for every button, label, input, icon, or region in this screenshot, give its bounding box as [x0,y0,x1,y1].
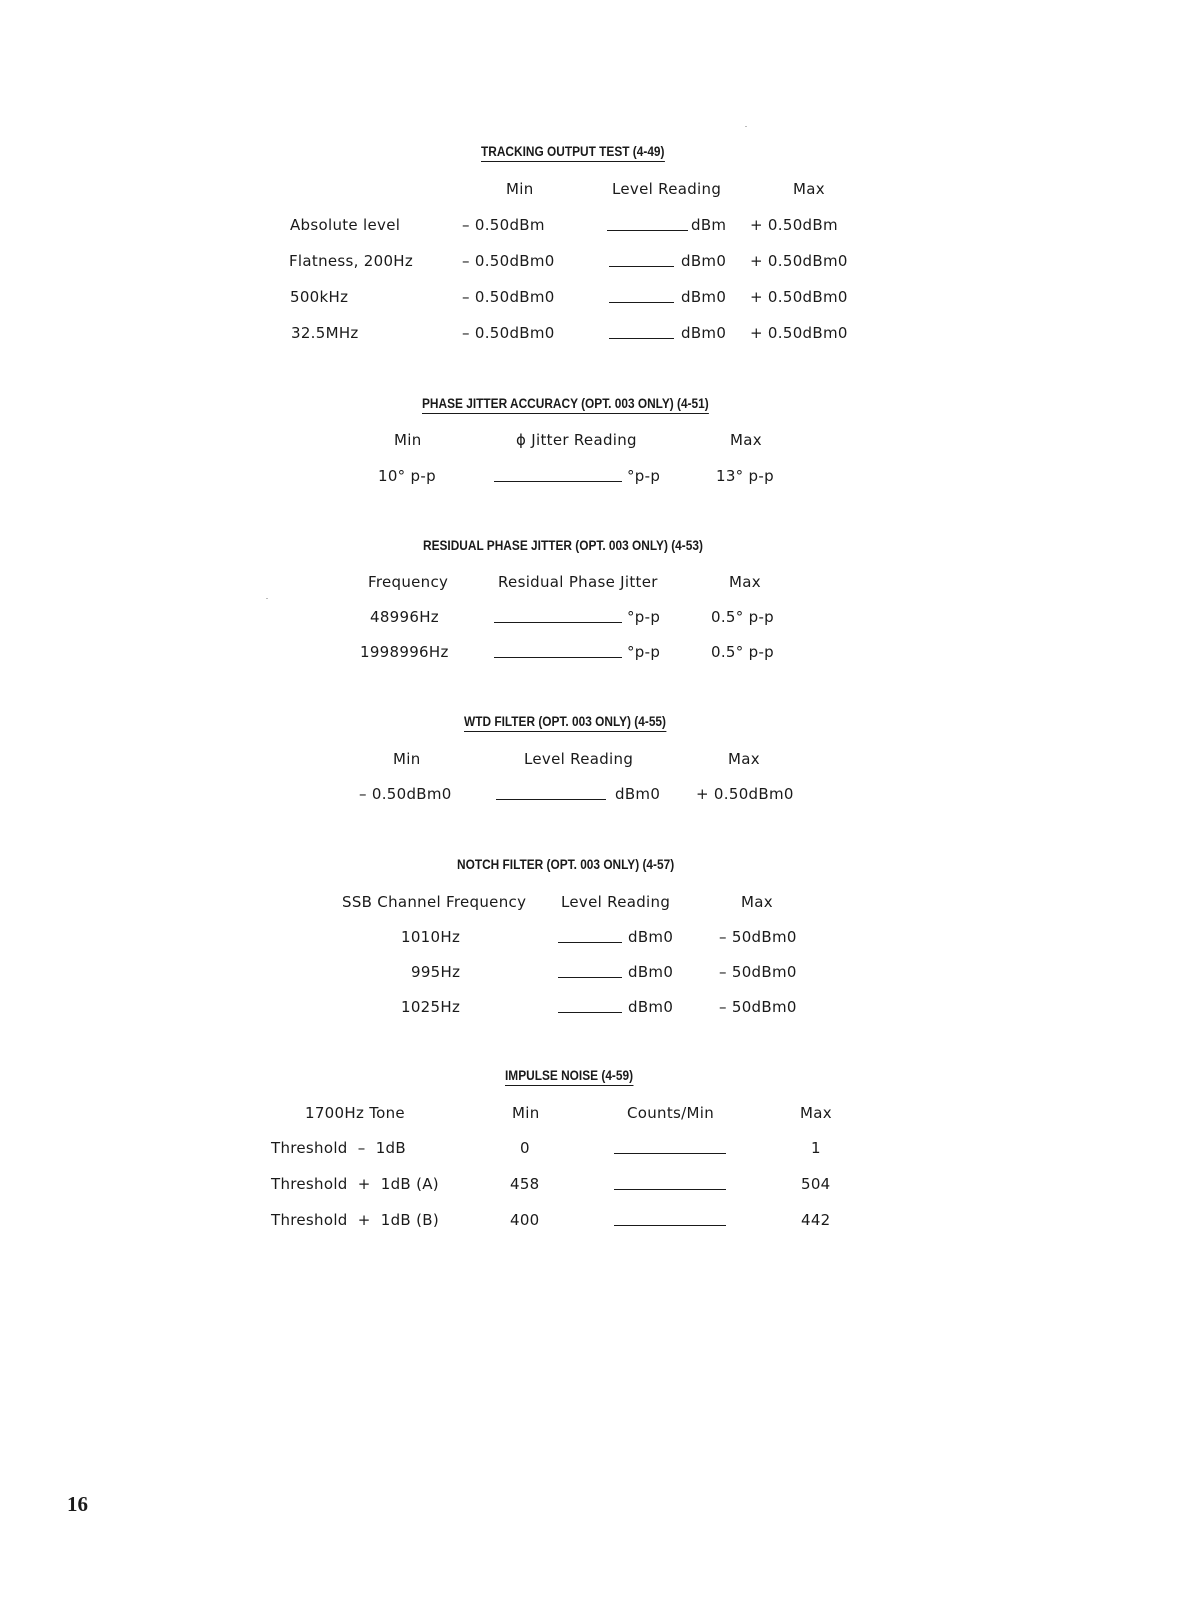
reading-blank [494,481,622,482]
column-header-level-reading: Level Reading [612,180,722,198]
max-value: 0.5° p-p [711,608,774,626]
max-value: 13° p-p [716,467,774,485]
reading-blank [609,338,674,339]
reading-blank [558,942,622,943]
min-value: 0 [520,1139,530,1157]
frequency-value: 995Hz [411,963,461,981]
unit-label: dBm0 [681,252,727,270]
reading-blank [609,302,674,303]
unit-label: dBm0 [681,324,727,342]
column-header-max: Max [793,180,825,198]
column-header-ssb-frequency: SSB Channel Frequency [342,893,527,911]
row-label: Flatness, 200Hz [289,252,414,270]
column-header-max: Max [730,431,762,449]
reading-blank [496,799,606,800]
max-value: + 0.50dBm0 [750,288,848,306]
column-header-max: Max [728,750,760,768]
column-header-tone: 1700Hz Tone [305,1104,405,1122]
column-header-level-reading: Level Reading [524,750,634,768]
unit-label: dBm0 [628,928,674,946]
unit-label: dBm0 [615,785,661,803]
counts-blank [614,1189,726,1190]
column-header-max: Max [741,893,773,911]
min-value: – 0.50dBm [462,216,545,234]
max-value: – 50dBm0 [719,928,797,946]
min-value: – 0.50dBm0 [462,288,555,306]
section-title: RESIDUAL PHASE JITTER (OPT. 003 ONLY) (4-53) [423,538,703,553]
row-label: 32.5MHz [291,324,359,342]
row-label: 500kHz [290,288,349,306]
column-header-level-reading: Level Reading [561,893,671,911]
row-label: Absolute level [290,216,401,234]
min-value: 10° p-p [378,467,436,485]
row-label: Threshold + 1dB (A) [271,1175,439,1193]
section-title: NOTCH FILTER (OPT. 003 ONLY) (4-57) [457,857,675,872]
max-value: 442 [801,1211,831,1229]
max-value: 1 [811,1139,821,1157]
unit-label: dBm0 [628,963,674,981]
section-title: TRACKING OUTPUT TEST (4-49) [481,144,664,162]
counts-blank [614,1225,726,1226]
reading-blank [609,266,674,267]
unit-label: dBm0 [681,288,727,306]
min-value: – 0.50dBm0 [462,324,555,342]
frequency-value: 1025Hz [401,998,461,1016]
reading-blank [494,657,622,658]
scan-speck [266,598,268,599]
frequency-value: 1998996Hz [360,643,449,661]
column-header-min: Min [506,180,534,198]
section-title: PHASE JITTER ACCURACY (OPT. 003 ONLY) (4-51) [422,396,709,414]
column-header-max: Max [729,573,761,591]
max-value: + 0.50dBm0 [750,324,848,342]
column-header-residual-jitter: Residual Phase Jitter [498,573,658,591]
counts-blank [614,1153,726,1154]
max-value: + 0.50dBm0 [750,252,848,270]
unit-label: °p-p [627,643,661,661]
max-value: + 0.50dBm [750,216,838,234]
section-title: WTD FILTER (OPT. 003 ONLY) (4-55) [464,714,666,732]
min-value: 400 [510,1211,540,1229]
row-label: Threshold + 1dB (B) [271,1211,439,1229]
column-header-min: Min [393,750,421,768]
min-value: – 0.50dBm0 [359,785,452,803]
unit-label: dBm [691,216,727,234]
max-value: – 50dBm0 [719,963,797,981]
reading-blank [607,230,688,231]
column-header-counts: Counts/Min [627,1104,715,1122]
row-label: Threshold – 1dB [271,1139,406,1157]
min-value: – 0.50dBm0 [462,252,555,270]
column-header-frequency: Frequency [368,573,449,591]
max-value: + 0.50dBm0 [696,785,794,803]
max-value: 504 [801,1175,831,1193]
frequency-value: 48996Hz [370,608,439,626]
column-header-min: Min [394,431,422,449]
column-header-jitter-reading: ϕ Jitter Reading [516,431,637,449]
column-header-max: Max [800,1104,832,1122]
unit-label: °p-p [627,608,661,626]
page-number: 16 [67,1492,88,1516]
scan-speck [745,126,747,127]
min-value: 458 [510,1175,540,1193]
reading-blank [558,1012,622,1013]
section-title: IMPULSE NOISE (4-59) [505,1068,633,1086]
frequency-value: 1010Hz [401,928,461,946]
max-value: 0.5° p-p [711,643,774,661]
unit-label: °p-p [627,467,661,485]
column-header-min: Min [512,1104,540,1122]
reading-blank [494,622,622,623]
unit-label: dBm0 [628,998,674,1016]
reading-blank [558,977,622,978]
max-value: – 50dBm0 [719,998,797,1016]
